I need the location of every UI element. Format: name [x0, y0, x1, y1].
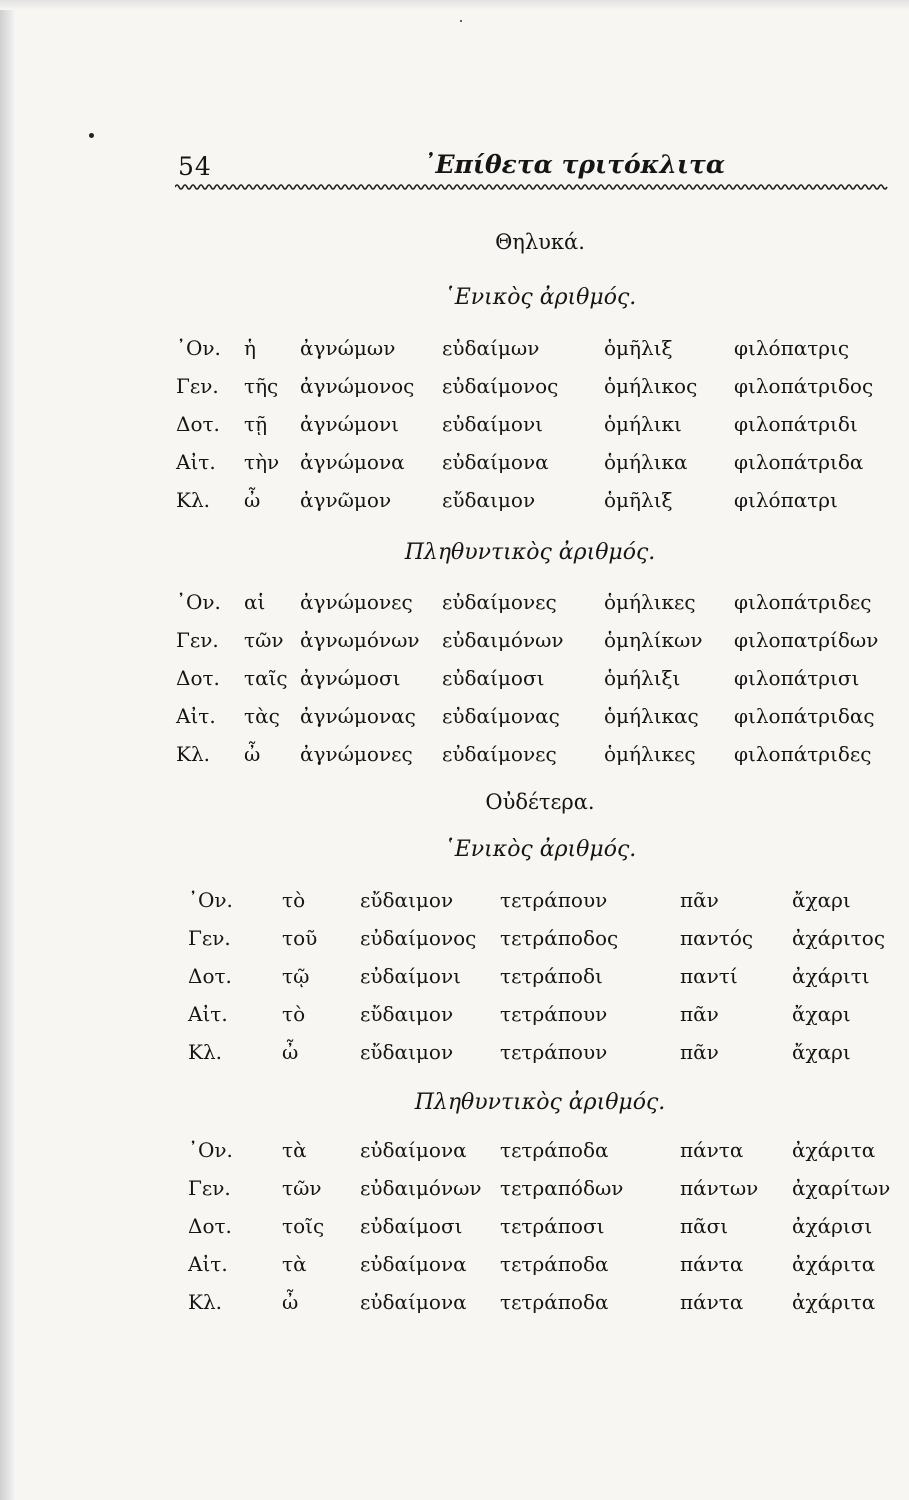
word-form: ἀχάριτα [792, 1290, 876, 1314]
paradigm-row [0, 1214, 909, 1246]
case-label: Αἰτ. [176, 704, 216, 728]
case-label: Δοτ. [176, 412, 220, 436]
word-form: φιλόπατρι [734, 488, 838, 512]
word-form: ἀγνώμονας [300, 704, 416, 728]
word-form: εὐδαίμοσι [442, 666, 545, 690]
paradigm-row [0, 926, 909, 958]
case-label: Αἰτ. [188, 1252, 228, 1276]
article: τῆς [244, 374, 279, 398]
word-form: ἄχαρι [792, 1040, 851, 1064]
word-form: τετράποδι [500, 964, 603, 988]
word-form: πᾶν [680, 1040, 719, 1064]
word-form: τετραπόδων [500, 1176, 624, 1200]
word-form: ὁμήλικας [604, 704, 699, 728]
word-form: τετράποδα [500, 1138, 609, 1162]
article: ὦ [282, 1040, 299, 1064]
page-top-shadow [0, 0, 909, 10]
case-label: Κλ. [188, 1290, 222, 1314]
paradigm-row [0, 488, 909, 520]
case-label: Κλ. [176, 742, 210, 766]
word-form: τετράποσι [500, 1214, 605, 1238]
case-label: Δοτ. [188, 964, 232, 988]
article: τὸ [282, 888, 306, 912]
article: ἡ [244, 336, 256, 360]
article: τὴν [244, 450, 280, 474]
word-form: ὁμήλικες [604, 742, 696, 766]
feminine-singular-heading: ῾Ενικὸς ἀριθμός. [443, 285, 637, 310]
paradigm-row [0, 964, 909, 996]
paradigm-row [0, 1040, 909, 1072]
neuter-heading: Οὐδέτερα. [485, 790, 595, 814]
paradigm-row [0, 704, 909, 736]
case-label: Δοτ. [188, 1214, 232, 1238]
word-form: φιλοπάτριδες [734, 742, 872, 766]
article: ὦ [282, 1290, 299, 1314]
word-form: ἀχάριτα [792, 1138, 876, 1162]
article: τὰς [244, 704, 280, 728]
article: ὦ [244, 488, 261, 512]
article: αἱ [244, 590, 266, 614]
word-form: τετράποδα [500, 1252, 609, 1276]
word-form: ἀγνωμόνων [300, 628, 420, 652]
wavy-rule-divider [175, 180, 893, 194]
word-form: ἀγνώμων [300, 336, 396, 360]
article: τῇ [244, 412, 268, 436]
word-form: εὐδαίμονα [360, 1252, 467, 1276]
article: τῶν [244, 628, 284, 652]
word-form: πᾶν [680, 1002, 719, 1026]
word-form: εὔδαιμον [442, 488, 536, 512]
paradigm-row [0, 1138, 909, 1170]
word-form: φιλοπατρίδων [734, 628, 879, 652]
case-label: ᾽Ον. [188, 1138, 233, 1162]
word-form: ἀγνῶμον [300, 488, 392, 512]
neuter-singular-heading: ῾Ενικὸς ἀριθμός. [443, 837, 637, 862]
word-form: εὐδαίμοσι [360, 1214, 463, 1238]
word-form: εὐδαίμονες [442, 590, 557, 614]
case-label: ᾽Ον. [176, 336, 221, 360]
paradigm-row [0, 1252, 909, 1284]
word-form: τετράπουν [500, 1040, 608, 1064]
article: τῶν [282, 1176, 322, 1200]
neuter-plural-heading: Πληθυντικὸς ἀριθμός. [414, 1090, 666, 1115]
word-form: ἀχάριτι [792, 964, 870, 988]
word-form: φιλοπάτριδα [734, 450, 864, 474]
word-form: πάντα [680, 1290, 744, 1314]
word-form: παντί [680, 964, 738, 988]
paradigm-row [0, 742, 909, 774]
word-form: εὐδαίμονος [360, 926, 477, 950]
paradigm-row [0, 1002, 909, 1034]
paradigm-row [0, 336, 909, 368]
word-form: ὁμήλικι [604, 412, 682, 436]
word-form: εὐδαίμονας [442, 704, 560, 728]
article: τοῖς [282, 1214, 325, 1238]
feminine-heading: Θηλυκά. [495, 230, 585, 254]
word-form: εὐδαίμονα [360, 1138, 467, 1162]
word-form: ἀχάριτα [792, 1252, 876, 1276]
word-form: εὐδαίμονα [360, 1290, 467, 1314]
word-form: εὐδαίμονι [360, 964, 461, 988]
word-form: εὐδαίμονος [442, 374, 559, 398]
article: τῷ [282, 964, 310, 988]
word-form: εὐδαίμονα [442, 450, 549, 474]
paradigm-row [0, 374, 909, 406]
feminine-plural-heading: Πληθυντικὸς ἀριθμός. [404, 540, 656, 565]
word-form: εὔδαιμον [360, 888, 454, 912]
running-title: ᾽Επίθετα τριτόκλιτα [423, 150, 726, 179]
paradigm-row [0, 1176, 909, 1208]
paradigm-row [0, 590, 909, 622]
case-label: Αἰτ. [188, 1002, 228, 1026]
word-form: ὁμήλικα [604, 450, 688, 474]
word-form: φιλόπατρις [734, 336, 850, 360]
word-form: ἄχαρι [792, 888, 851, 912]
word-form: πᾶσι [680, 1214, 729, 1238]
paradigm-row [0, 628, 909, 660]
ink-speck [460, 20, 462, 22]
word-form: εὐδαιμόνων [442, 628, 564, 652]
word-form: πάντων [680, 1176, 759, 1200]
word-form: φιλοπάτριδος [734, 374, 874, 398]
word-form: πᾶν [680, 888, 719, 912]
article: τὸ [282, 1002, 306, 1026]
word-form: ὁμήλικες [604, 590, 696, 614]
word-form: φιλοπάτριδας [734, 704, 875, 728]
case-label: Αἰτ. [176, 450, 216, 474]
word-form: ἀγνώμονι [300, 412, 399, 436]
case-label: Δοτ. [176, 666, 220, 690]
word-form: ἀγνώμονος [300, 374, 415, 398]
word-form: εὐδαίμονες [442, 742, 557, 766]
paradigm-row [0, 412, 909, 444]
paradigm-row [0, 1290, 909, 1322]
word-form: ἀγνώμονα [300, 450, 405, 474]
word-form: τετράποδα [500, 1290, 609, 1314]
case-label: Γεν. [176, 374, 219, 398]
case-label: Γεν. [188, 926, 231, 950]
word-form: ὁμῆλιξ [604, 336, 673, 360]
word-form: ὁμῆλιξ [604, 488, 673, 512]
word-form: φιλοπάτριδι [734, 412, 858, 436]
word-form: παντός [680, 926, 754, 950]
paradigm-row [0, 666, 909, 698]
article: ὦ [244, 742, 261, 766]
case-label: ᾽Ον. [188, 888, 233, 912]
article: τὰ [282, 1138, 307, 1162]
word-form: τετράπουν [500, 888, 608, 912]
word-form: τετράπουν [500, 1002, 608, 1026]
word-form: εὔδαιμον [360, 1002, 454, 1026]
case-label: ᾽Ον. [176, 590, 221, 614]
article: τὰ [282, 1252, 307, 1276]
case-label: Γεν. [188, 1176, 231, 1200]
word-form: εὐδαίμων [442, 336, 540, 360]
page-number: 54 [178, 152, 212, 181]
case-label: Γεν. [176, 628, 219, 652]
word-form: πάντα [680, 1138, 744, 1162]
word-form: εὔδαιμον [360, 1040, 454, 1064]
word-form: εὐδαίμονι [442, 412, 543, 436]
word-form: ἀχάριτος [792, 926, 886, 950]
article: ταῖς [244, 666, 288, 690]
word-form: ὁμήλιξι [604, 666, 681, 690]
word-form: ἄχαρι [792, 1002, 851, 1026]
article: τοῦ [282, 926, 318, 950]
word-form: φιλοπάτρισι [734, 666, 860, 690]
word-form: φιλοπάτριδες [734, 590, 872, 614]
word-form: ἀγνώμονες [300, 590, 413, 614]
word-form: ἀχαρίτων [792, 1176, 891, 1200]
word-form: ἀχάρισι [792, 1214, 873, 1238]
word-form: πάντα [680, 1252, 744, 1276]
word-form: ἀγνώμονες [300, 742, 413, 766]
case-label: Κλ. [176, 488, 210, 512]
paradigm-row [0, 888, 909, 920]
word-form: ἀγνώμοσι [300, 666, 401, 690]
paradigm-row [0, 450, 909, 482]
case-label: Κλ. [188, 1040, 222, 1064]
ink-dot [89, 133, 94, 138]
word-form: εὐδαιμόνων [360, 1176, 482, 1200]
word-form: ὁμηλίκων [604, 628, 703, 652]
word-form: ὁμήλικος [604, 374, 698, 398]
word-form: τετράποδος [500, 926, 619, 950]
